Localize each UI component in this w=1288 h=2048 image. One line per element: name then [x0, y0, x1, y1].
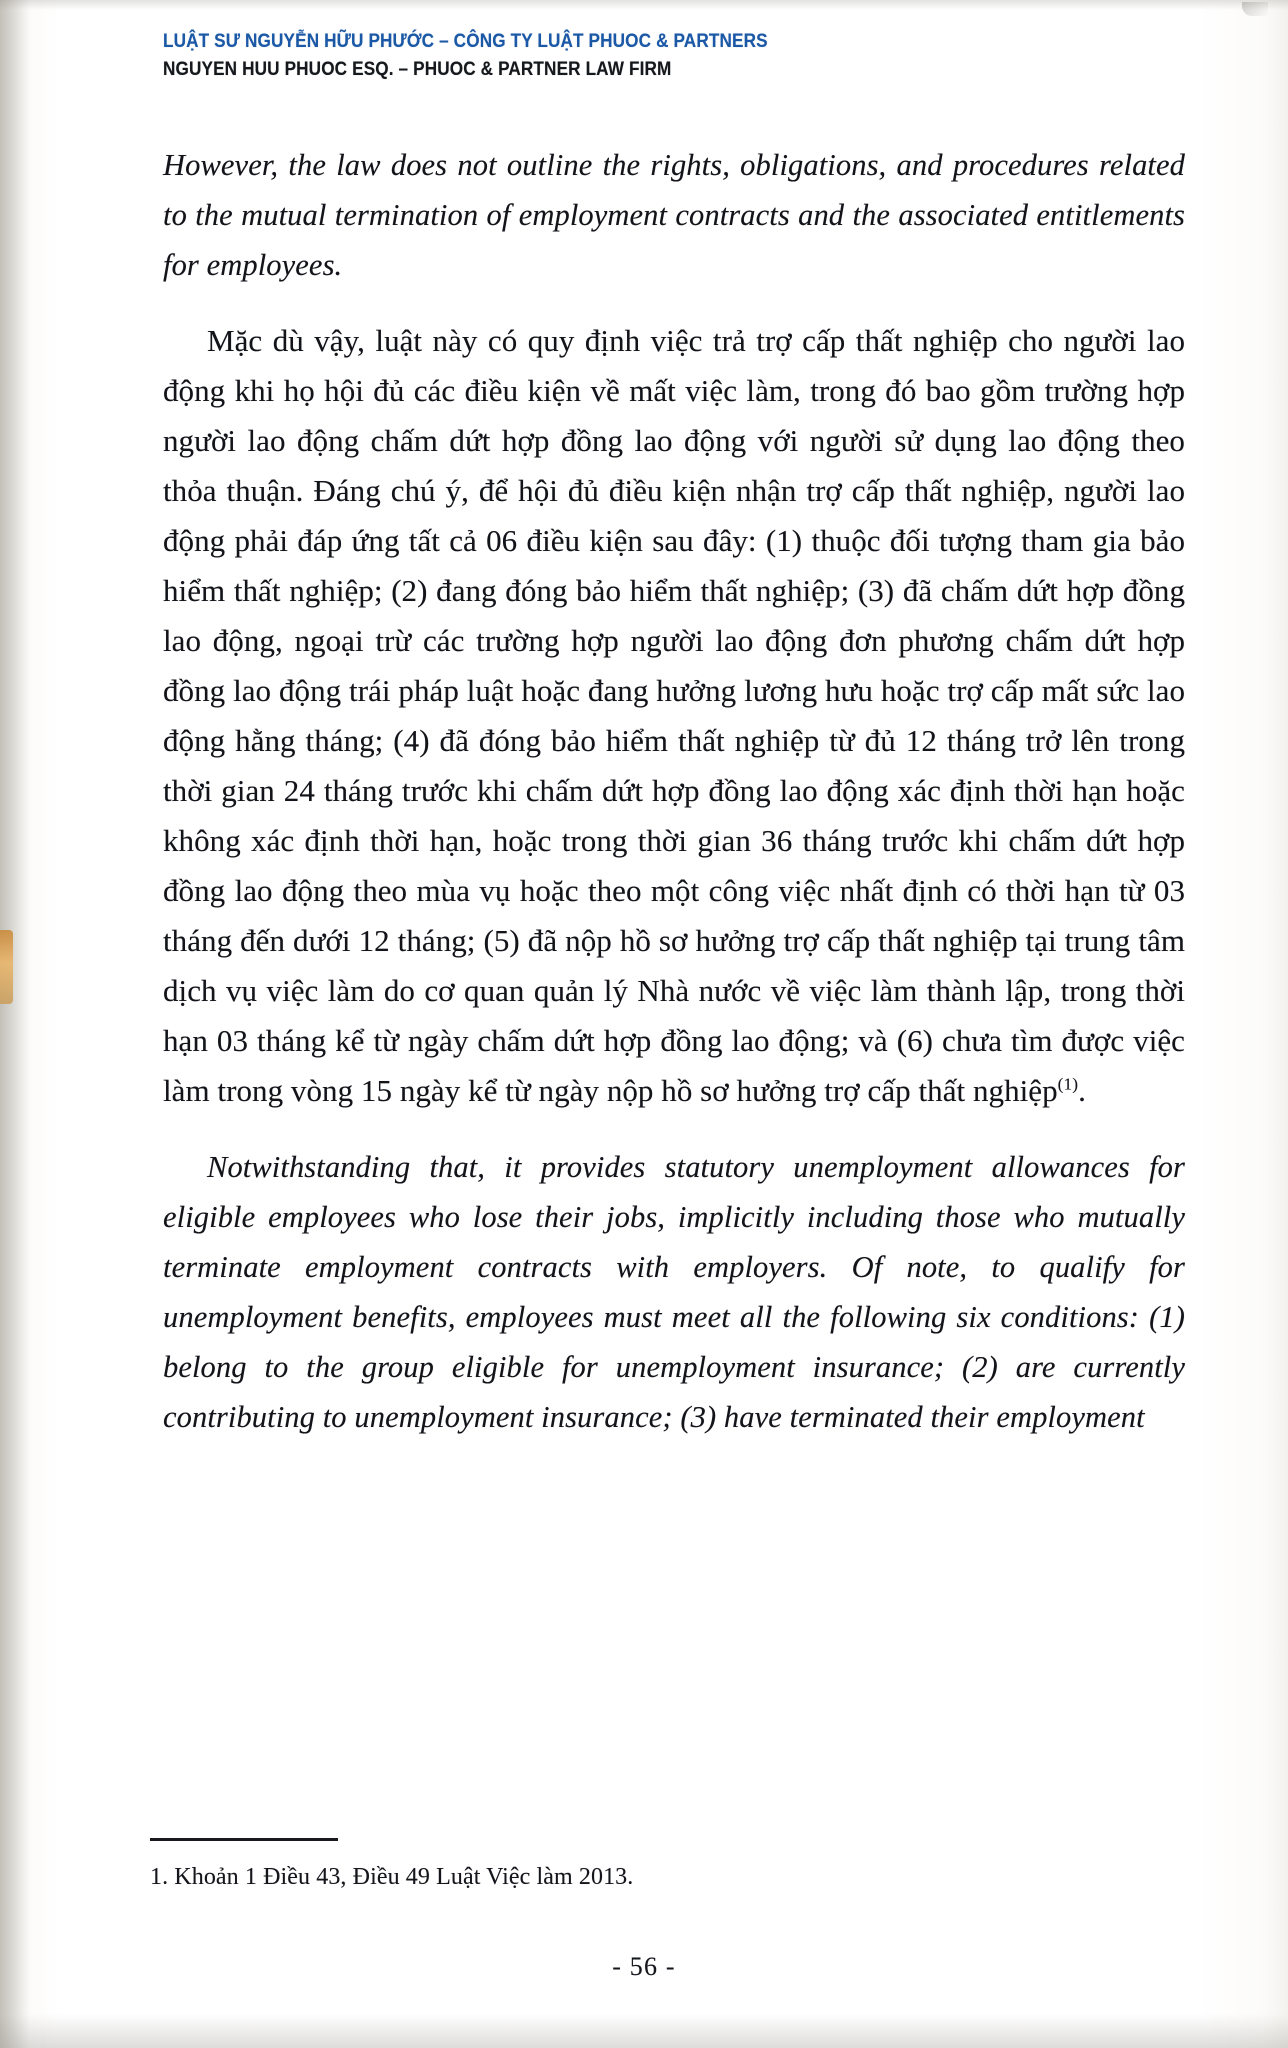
paragraph-vietnamese-terminator: . [1078, 1073, 1086, 1108]
running-header [163, 28, 1163, 83]
paragraph-vietnamese-main [163, 316, 1185, 1116]
scan-edge-top [0, 0, 1288, 10]
paragraph-english-intro: However, the law does not outline the rights, obligations, and procedures related to the mutual termination of employment contracts and the associated entitlements for employees. [163, 148, 1185, 282]
running-header-line-english: NGUYEN HUU PHUOC ESQ. – PHUOC & PARTNER LAW FIRM [163, 57, 672, 80]
body-text-column [163, 140, 1185, 1442]
scan-corner-artifact [1242, 2, 1268, 16]
running-header-line-vietnamese: LUẬT SƯ NGUYỄN HỮU PHƯỚC – CÔNG TY LUẬT PHUOC & PARTNERS [163, 30, 768, 52]
footnote-reference-marker[interactable]: (1) [1057, 1074, 1079, 1094]
paragraph-vietnamese-text: Mặc dù vậy, luật này có quy định việc trả trợ cấp thất nghiệp cho người lao động khi họ hội đủ các điều kiện về mất việc làm, trong đó bao gồm trường hợp người lao động chấm dứt hợp đồng lao động với người sử dụng lao động theo thỏa thuận. Đáng chú ý, để hội đủ điều kiện nhận trợ cấp thất nghiệp, người lao động phải đáp ứng tất cả 06 điều kiện sau đây: (1) thuộc đối tượng tham gia bảo hiểm thất nghiệp; (2) đang đóng bảo hiểm thất nghiệp; (3) đã chấm dứt hợp đồng lao động, ngoại trừ các trường hợp người lao động đơn phương chấm dứt hợp đồng lao động trái pháp luật hoặc đang hưởng lương hưu hoặc trợ cấp mất sức lao động hằng tháng; (4) đã đóng bảo hiểm thất nghiệp từ đủ 12 tháng trở lên trong thời gian 24 tháng trước khi chấm dứt hợp đồng lao động xác định thời hạn hoặc không xác định thời hạn, hoặc trong thời gian 36 tháng trước khi chấm dứt hợp đồng lao động theo mùa vụ hoặc theo một công việc nhất định có thời hạn từ 03 tháng đến dưới 12 tháng; (5) đã nộp hồ sơ hưởng trợ cấp thất nghiệp tại trung tâm dịch vụ việc làm do cơ quan quản lý Nhà nước về việc làm thành lập, trong thời hạn 03 tháng kể từ ngày chấm dứt hợp đồng lao động; và (6) chưa tìm được việc làm trong vòng 15 ngày kể từ ngày nộp hồ sơ hưởng trợ cấp thất nghiệp [163, 323, 1185, 1108]
footnote-area [150, 1838, 1150, 1893]
paragraph-english-translation: Notwithstanding that, it provides statutory unemployment allowances for eligible employees who lose their jobs, implicitly including those who mutually terminate employment contracts with employers. Of note, to qualify for unemployment benefits, employees must meet all the following six conditions: (1) belong to the group eligible for unemployment insurance; (2) are currently contributing to unemployment insurance; (3) have terminated their employment [163, 1150, 1185, 1434]
binding-shadow [0, 0, 30, 2048]
page-edge-tab-mark [0, 930, 13, 1004]
footnote-separator-rule [150, 1838, 338, 1841]
scan-edge-bottom [0, 2014, 1288, 2048]
footnote-entry-1: 1. Khoản 1 Điều 43, Điều 49 Luật Việc làm 2013. [150, 1864, 634, 1890]
page-number: - 56 - [612, 1952, 676, 1981]
